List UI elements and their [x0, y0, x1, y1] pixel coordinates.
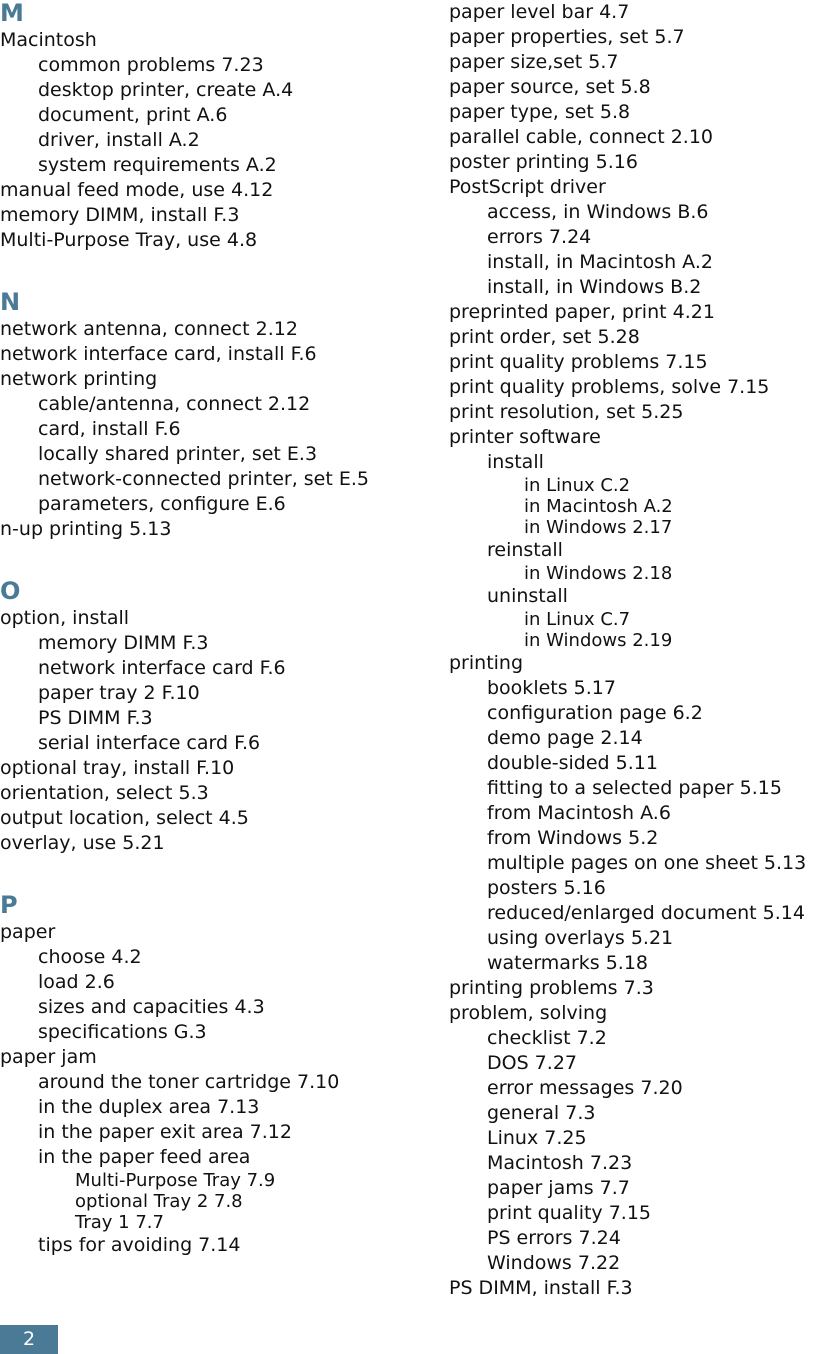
index-entry: printing problems 7.3 [449, 977, 654, 999]
index-subentry: Tray 1 7.7 [75, 1212, 164, 1233]
index-entry: print quality problems 7.15 [449, 351, 708, 373]
index-subentry: memory DIMM F.3 [38, 632, 209, 654]
index-entry: PostScript driver [449, 176, 606, 198]
index-subentry: multiple pages on one sheet 5.13 [487, 852, 807, 874]
index-entry: Multi-Purpose Tray, use 4.8 [0, 229, 258, 251]
index-subentry: load 2.6 [38, 971, 115, 993]
index-subentry: in Linux C.2 [524, 475, 631, 496]
index-subentry: Linux 7.25 [487, 1127, 587, 1149]
index-entry: paper type, set 5.8 [449, 101, 631, 123]
index-subentry: in the paper feed area [38, 1146, 251, 1168]
index-subentry: install [487, 451, 544, 473]
index-letter-heading: P [0, 891, 18, 919]
index-subentry: install, in Macintosh A.2 [487, 251, 713, 273]
index-subentry: from Windows 5.2 [487, 827, 659, 849]
index-subentry: locally shared printer, set E.3 [38, 443, 318, 465]
index-subentry: paper tray 2 F.10 [38, 682, 200, 704]
index-subentry: install, in Windows B.2 [487, 276, 702, 298]
index-subentry: Multi-Purpose Tray 7.9 [75, 1170, 276, 1191]
index-subentry: reinstall [487, 539, 563, 561]
index-letter-heading: O [0, 577, 21, 605]
index-entry: memory DIMM, install F.3 [0, 204, 240, 226]
index-subentry: common problems 7.23 [38, 54, 264, 76]
index-entry: Macintosh [0, 29, 97, 51]
index-subentry: around the toner cartridge 7.10 [38, 1071, 340, 1093]
index-entry: manual feed mode, use 4.12 [0, 179, 274, 201]
index-entry: network antenna, connect 2.12 [0, 318, 298, 340]
index-subentry: access, in Windows B.6 [487, 201, 709, 223]
index-subentry: card, install F.6 [38, 418, 181, 440]
index-entry: preprinted paper, print 4.21 [449, 301, 715, 323]
index-subentry: booklets 5.17 [487, 677, 616, 699]
index-entry: PS DIMM, install F.3 [449, 1277, 633, 1299]
index-subentry: tips for avoiding 7.14 [38, 1234, 241, 1256]
index-entry: n-up printing 5.13 [0, 518, 172, 540]
index-subentry: network interface card F.6 [38, 657, 286, 679]
index-entry: paper level bar 4.7 [449, 1, 630, 23]
index-entry: paper jam [0, 1046, 97, 1068]
index-column-right [449, 0, 820, 1301]
index-subentry: sizes and capacities 4.3 [38, 996, 265, 1018]
index-entry: print quality problems, solve 7.15 [449, 376, 770, 398]
index-entry: poster printing 5.16 [449, 151, 638, 173]
index-subentry: error messages 7.20 [487, 1077, 683, 1099]
index-entry: problem, solving [449, 1002, 608, 1024]
index-subentry: uninstall [487, 585, 568, 607]
index-subentry: in Windows 2.19 [524, 630, 673, 651]
index-entry: optional tray, install F.10 [0, 757, 235, 779]
index-entry: overlay, use 5.21 [0, 832, 165, 854]
index-subentry: in Linux C.7 [524, 609, 631, 630]
index-subentry: serial interface card F.6 [38, 732, 261, 754]
index-subentry: DOS 7.27 [487, 1052, 577, 1074]
index-entry: print order, set 5.28 [449, 326, 640, 348]
index-subentry: print quality 7.15 [487, 1202, 652, 1224]
index-subentry: in the duplex area 7.13 [38, 1096, 260, 1118]
index-subentry: errors 7.24 [487, 226, 592, 248]
index-entry: paper size,set 5.7 [449, 51, 619, 73]
index-subentry: Windows 7.22 [487, 1252, 621, 1274]
index-entry: printing [449, 652, 524, 674]
index-entry: orientation, select 5.3 [0, 782, 209, 804]
index-subentry: from Macintosh A.6 [487, 802, 671, 824]
index-subentry: demo page 2.14 [487, 727, 643, 749]
index-subentry: parameters, configure E.6 [38, 493, 286, 515]
index-entry: network interface card, install F.6 [0, 343, 317, 365]
index-subentry: in Windows 2.18 [524, 563, 673, 584]
index-entry: printer software [449, 426, 601, 448]
index-subentry: Macintosh 7.23 [487, 1152, 633, 1174]
index-subentry: desktop printer, create A.4 [38, 79, 294, 101]
page-number-badge: 2 [0, 1325, 58, 1354]
index-subentry: document, print A.6 [38, 104, 228, 126]
index-subentry: in the paper exit area 7.12 [38, 1121, 292, 1143]
index-entry: paper source, set 5.8 [449, 76, 651, 98]
index-subentry: reduced/enlarged document 5.14 [487, 902, 805, 924]
index-entry: network printing [0, 368, 158, 390]
index-subentry: choose 4.2 [38, 946, 142, 968]
index-subentry: in Windows 2.17 [524, 517, 673, 538]
index-subentry: specifications G.3 [38, 1021, 207, 1043]
index-subentry: driver, install A.2 [38, 129, 200, 151]
index-entry: output location, select 4.5 [0, 807, 249, 829]
index-subentry: configuration page 6.2 [487, 702, 703, 724]
index-subentry: cable/antenna, connect 2.12 [38, 393, 311, 415]
index-entry: option, install [0, 607, 130, 629]
index-subentry: PS errors 7.24 [487, 1227, 621, 1249]
index-subentry: watermarks 5.18 [487, 952, 649, 974]
index-subentry: posters 5.16 [487, 877, 606, 899]
index-subentry: general 7.3 [487, 1102, 596, 1124]
index-entry: paper properties, set 5.7 [449, 26, 685, 48]
index-subentry: double-sided 5.11 [487, 752, 658, 774]
index-subentry: fitting to a selected paper 5.15 [487, 777, 782, 799]
index-entry: parallel cable, connect 2.10 [449, 126, 714, 148]
index-letter-heading: M [0, 0, 24, 27]
index-subentry: PS DIMM F.3 [38, 707, 153, 729]
index-letter-heading: N [0, 288, 21, 316]
index-subentry: in Macintosh A.2 [524, 496, 673, 517]
index-subentry: optional Tray 2 7.8 [75, 1191, 243, 1212]
index-column-left [0, 0, 430, 1258]
index-entry: print resolution, set 5.25 [449, 401, 684, 423]
index-subentry: using overlays 5.21 [487, 927, 674, 949]
index-subentry: system requirements A.2 [38, 154, 277, 176]
index-subentry: checklist 7.2 [487, 1027, 607, 1049]
index-subentry: paper jams 7.7 [487, 1177, 630, 1199]
index-entry: paper [0, 921, 56, 943]
index-subentry: network-connected printer, set E.5 [38, 468, 369, 490]
